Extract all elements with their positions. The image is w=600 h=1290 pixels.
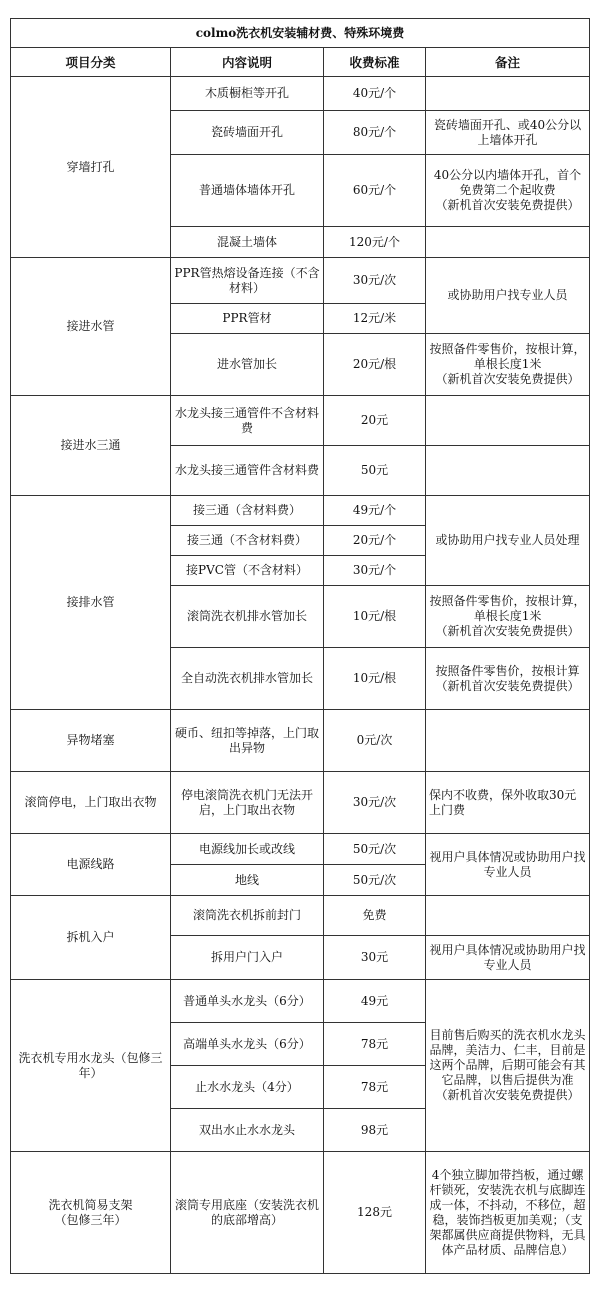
table-row <box>11 896 590 936</box>
content-cell: 接三通（含材料费） <box>171 496 324 526</box>
fee-cell: 30元 <box>324 936 426 980</box>
header-content: 内容说明 <box>171 48 324 77</box>
table-row <box>11 396 590 446</box>
content-cell: 电源线加长或改线 <box>171 834 324 865</box>
fee-cell: 20元 <box>324 396 426 446</box>
fee-cell: 98元 <box>324 1109 426 1152</box>
category-cell: 接进水管 <box>11 258 171 396</box>
table-title: colmo洗衣机安装辅材费、特殊环境费 <box>11 19 590 48</box>
content-cell: 接三通（不含材料费） <box>171 526 324 556</box>
content-cell: 混凝土墙体 <box>171 227 324 258</box>
fee-cell: 60元/个 <box>324 155 426 227</box>
content-cell: PPR管热熔设备连接（不含材料） <box>171 258 324 304</box>
fee-table <box>10 18 590 1274</box>
content-cell: 全自动洗衣机排水管加长 <box>171 648 324 710</box>
content-cell: 滚筒专用底座（安装洗衣机的底部增高） <box>171 1152 324 1274</box>
table-row <box>11 772 590 834</box>
table-row <box>11 1152 590 1274</box>
content-cell: 高端单头水龙头（6分） <box>171 1023 324 1066</box>
content-cell: 水龙头接三通管件含材料费 <box>171 446 324 496</box>
fee-cell: 50元 <box>324 446 426 496</box>
fee-cell: 80元/个 <box>324 111 426 155</box>
content-cell: 进水管加长 <box>171 334 324 396</box>
fee-cell: 10元/根 <box>324 586 426 648</box>
fee-cell: 30元/次 <box>324 258 426 304</box>
content-cell: 地线 <box>171 865 324 896</box>
fee-cell: 免费 <box>324 896 426 936</box>
fee-cell: 20元/根 <box>324 334 426 396</box>
title-row <box>11 19 590 48</box>
content-cell: 硬币、纽扣等掉落，上门取出异物 <box>171 710 324 772</box>
note-cell <box>426 396 590 446</box>
note-cell <box>426 710 590 772</box>
content-cell: 瓷砖墙面开孔 <box>171 111 324 155</box>
note-cell: 40公分以内墙体开孔，首个免费第二个起收费 （新机首次安装免费提供） <box>426 155 590 227</box>
note-cell <box>426 77 590 111</box>
fee-cell: 0元/次 <box>324 710 426 772</box>
category-cell: 拆机入户 <box>11 896 171 980</box>
note-cell: 按照备件零售价，按根计算 （新机首次安装免费提供） <box>426 648 590 710</box>
content-cell: 木质橱柜等开孔 <box>171 77 324 111</box>
table-row <box>11 77 590 111</box>
category-cell: 洗衣机简易支架 （包修三年） <box>11 1152 171 1274</box>
note-cell: 瓷砖墙面开孔、或40公分以上墙体开孔 <box>426 111 590 155</box>
content-cell: 滚筒洗衣机拆前封门 <box>171 896 324 936</box>
content-cell: 止水水龙头（4分） <box>171 1066 324 1109</box>
note-cell <box>426 446 590 496</box>
category-cell: 滚筒停电，上门取出衣物 <box>11 772 171 834</box>
fee-cell: 50元/次 <box>324 834 426 865</box>
header-fee: 收费标准 <box>324 48 426 77</box>
table-row <box>11 980 590 1023</box>
header-row <box>11 48 590 77</box>
fee-cell: 49元 <box>324 980 426 1023</box>
table-row <box>11 834 590 865</box>
content-cell: 双出水止水水龙头 <box>171 1109 324 1152</box>
category-cell: 穿墙打孔 <box>11 77 171 258</box>
note-cell: 或协助用户找专业人员处理 <box>426 496 590 586</box>
fee-cell: 12元/米 <box>324 304 426 334</box>
header-note: 备注 <box>426 48 590 77</box>
content-cell: 普通墙体墙体开孔 <box>171 155 324 227</box>
content-cell: PPR管材 <box>171 304 324 334</box>
note-cell: 4个独立脚加带挡板，通过螺杆锁死，安装洗衣机与底脚连成一体，不抖动，不移位，超稳，装饰挡板更加美观；（支架都属供应商提供物料，无具体产品材质、品牌信息） <box>426 1152 590 1274</box>
fee-cell: 78元 <box>324 1023 426 1066</box>
note-cell: 视用户具体情况或协助用户找专业人员 <box>426 936 590 980</box>
fee-cell: 30元/次 <box>324 772 426 834</box>
note-cell: 或协助用户找专业人员 <box>426 258 590 334</box>
note-cell: 按照备件零售价，按根计算，单根长度1米 （新机首次安装免费提供） <box>426 586 590 648</box>
content-cell: 滚筒洗衣机排水管加长 <box>171 586 324 648</box>
content-cell: 停电滚筒洗衣机门无法开启，上门取出衣物 <box>171 772 324 834</box>
fee-cell: 20元/个 <box>324 526 426 556</box>
fee-cell: 50元/次 <box>324 865 426 896</box>
note-cell: 保内不收费，保外收取30元上门费 <box>426 772 590 834</box>
category-cell: 电源线路 <box>11 834 171 896</box>
table-row <box>11 496 590 526</box>
content-cell: 拆用户门入户 <box>171 936 324 980</box>
category-cell: 洗衣机专用水龙头（包修三年） <box>11 980 171 1152</box>
fee-cell: 49元/个 <box>324 496 426 526</box>
fee-cell: 78元 <box>324 1066 426 1109</box>
fee-cell: 10元/根 <box>324 648 426 710</box>
category-cell: 异物堵塞 <box>11 710 171 772</box>
content-cell: 普通单头水龙头（6分） <box>171 980 324 1023</box>
fee-cell: 30元/个 <box>324 556 426 586</box>
fee-cell: 40元/个 <box>324 77 426 111</box>
category-cell: 接排水管 <box>11 496 171 710</box>
content-cell: 接PVC管（不含材料） <box>171 556 324 586</box>
table-row <box>11 258 590 304</box>
fee-cell: 128元 <box>324 1152 426 1274</box>
note-cell: 目前售后购买的洗衣机水龙头品牌，美洁力、仁丰，目前是这两个品牌，后期可能会有其它品牌，以售后提供为准 （新机首次安装免费提供） <box>426 980 590 1152</box>
fee-cell: 120元/个 <box>324 227 426 258</box>
note-cell <box>426 227 590 258</box>
note-cell: 按照备件零售价，按根计算，单根长度1米 （新机首次安装免费提供） <box>426 334 590 396</box>
table-row <box>11 710 590 772</box>
note-cell <box>426 896 590 936</box>
content-cell: 水龙头接三通管件不含材料费 <box>171 396 324 446</box>
category-cell: 接进水三通 <box>11 396 171 496</box>
header-category: 项目分类 <box>11 48 171 77</box>
note-cell: 视用户具体情况或协助用户找专业人员 <box>426 834 590 896</box>
